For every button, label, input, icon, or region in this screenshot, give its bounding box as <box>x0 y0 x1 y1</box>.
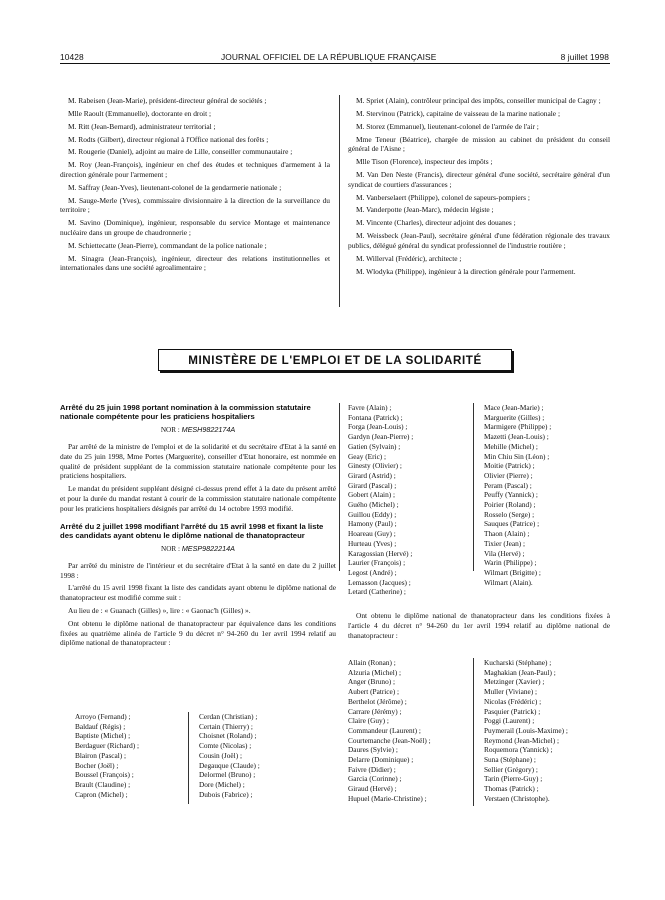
list-divider <box>473 658 474 806</box>
nomination-entry: M. Savino (Dominique), ingénieur, responsable du service Montage et maintenance nucléaire dans un groupe de chaudronnerie ; <box>60 218 330 237</box>
nomination-entry: M. Sauge-Merle (Yves), commissaire divisionnaire à la direction de la surveillance du territoire ; <box>60 195 330 215</box>
nomination-entry: M. Weissbeck (Jean-Paul), secrétaire général d'une fédération régionale des travaux publics, délégué général du syndicat professionnel de l'industrie routière ; <box>348 231 610 250</box>
list-item: Muller (Viviane) ; <box>484 687 538 697</box>
journal-title: JOURNAL OFFICIEL DE LA RÉPUBLIQUE FRANÇAISE <box>221 52 437 62</box>
list-item: Boussel (François) ; <box>75 770 134 780</box>
list-item: Alzuria (Michel) ; <box>348 667 402 677</box>
arrete2-paragraph: L'arrêté du 15 avril 1998 fixant la liste des candidats ayant obtenu le diplôme national de thanatopracteur est modifié comme suit : <box>60 583 336 603</box>
nomination-entry: Mlle Raoult (Emmanuelle), doctorante en droit ; <box>68 108 212 118</box>
page-date: 8 juillet 1998 <box>560 52 609 62</box>
list-item: Maghakian (Jean-Paul) ; <box>484 667 556 677</box>
list-item: Hamony (Paul) ; <box>348 519 397 529</box>
list-item: Mace (Jean-Marie) ; <box>484 403 544 412</box>
nomination-entry: Mlle Tison (Florence), inspecteur des impôts ; <box>356 157 493 167</box>
list-item: Geay (Eric) ; <box>348 451 387 461</box>
list-item: Roquemora (Yannick) ; <box>484 745 553 755</box>
list-item: Cousin (Joël) ; <box>199 750 242 760</box>
list-item: Berdaguer (Richard) ; <box>75 741 140 751</box>
arrete1-paragraph: Le mandat du président suppléant désigné ci-dessus prend effet à la date du présent arrêté et pour la durée du mandat restant à courir de la commission statutaire nationale compétente pour les praticiens hospitaliers désignés par arrêté du 14 octobre 1993 modifié. <box>60 484 336 513</box>
arrete2-paragraph: Par arrêté du ministre de l'intérieur et du secrétaire d'Etat à la santé en date du 2 juillet 1998 : <box>60 560 336 580</box>
column-divider <box>339 95 340 307</box>
arrete2-nor: NOR : MESP9822214A <box>161 544 235 553</box>
name-list <box>348 403 413 597</box>
list-item: Peram (Pascal) ; <box>484 480 532 490</box>
nomination-entry: M. Willerval (Frédéric), architecte ; <box>356 253 462 263</box>
list-item: Baldauf (Régis) ; <box>75 721 126 731</box>
conditions-paragraph: Ont obtenu le diplôme national de thanatopracteur dans les conditions fixées à l'article 4 du décret n° 94-260 du 1er avril 1994 relatif au diplôme national de thanatopracteur : <box>348 611 610 640</box>
list-item: Girard (Astrid) ; <box>348 470 396 480</box>
list-item: Faivre (Didier) ; <box>348 764 396 774</box>
list-item: Suna (Stéphane) ; <box>484 755 536 765</box>
list-item: Peuffy (Yannick) ; <box>484 490 538 500</box>
list-item: Delarre (Dominique) ; <box>348 755 414 765</box>
nominations-left-column <box>60 96 330 276</box>
list-item: Metzinger (Xavier) ; <box>484 677 545 687</box>
header-rule <box>60 63 610 64</box>
list-item: Thaon (Alain) ; <box>484 529 530 539</box>
arrete-column <box>60 403 336 651</box>
list-item: Guillou (Eddy) ; <box>348 509 397 519</box>
list-item: Wilmart (Brigitte) ; <box>484 567 541 577</box>
list-item: Marmigere (Philippe) ; <box>484 422 552 432</box>
nomination-entry: M. Rougerie (Daniel), adjoint au maire de Lille, conseiller communautaire ; <box>68 147 293 157</box>
list-item: Lemasson (Jacques) ; <box>348 577 411 587</box>
list-item: Courtemanche (Jean-Noël) ; <box>348 735 431 745</box>
list-item: Tarin (Pierre-Guy) ; <box>484 774 543 784</box>
list-item: Capron (Michel) ; <box>75 789 128 799</box>
nomination-entry: M. Wlodyka (Philippe), ingénieur à la direction générale pour l'armement. <box>356 266 576 276</box>
name-list <box>348 658 431 804</box>
list-item: Pasquier (Patrick) ; <box>484 706 541 716</box>
list-item: Anger (Bruno) ; <box>348 677 396 687</box>
arrete2-paragraph: Ont obtenu le diplôme national de thanatopracteur par équivalence dans les conditions fixées au quatrième alinéa de l'article 9 du décret n° 94-260 du 1er avril 1994 relatif au diplôme national de thanatopracteur : <box>60 618 336 648</box>
list-item: Certain (Thierry) ; <box>199 721 253 731</box>
arrete1-paragraph: Par arrêté de la ministre de l'emploi et de la solidarité et du secrétaire d'Etat à la santé en date du 25 juin 1998, Mme Portes (Marguerite), conseiller d'Etat honoraire, est nommée en qualité de président suppléant de la commission statutaire nationale compétente pour les praticiens hospitaliers. <box>60 442 336 481</box>
list-item: Puymerail (Louis-Maxime) ; <box>484 725 568 735</box>
list-item: Hurteau (Yves) ; <box>348 538 397 548</box>
list-item: Delormel (Bruno) ; <box>199 770 256 780</box>
arrete1-title: Arrêté du 25 juin 1998 portant nomination à la commission statutaire nationale compétente pour les praticiens hospitaliers <box>60 403 311 422</box>
list-item: Garcia (Corinne) ; <box>348 774 402 784</box>
nomination-entry: M. Storez (Emmanuel), lieutenant-colonel de l'armée de l'air ; <box>356 121 539 131</box>
nomination-entry: M. Sinagra (Jean-François), ingénieur, directeur des relations institutionnelles et internationales dans une société agroalimentaire ; <box>60 253 330 273</box>
list-item: Dubois (Fabrice) ; <box>199 789 253 799</box>
list-item: Forga (Jean-Louis) ; <box>348 422 408 432</box>
nomination-entry: M. Ritt (Jean-Bernard), administrateur territorial ; <box>68 121 216 131</box>
list-item: Nicolas (Frédéric) ; <box>484 696 542 706</box>
list-item: Comte (Nicolas) ; <box>199 741 252 751</box>
list-item: Carrare (Jérémy) ; <box>348 706 402 716</box>
list-item: Guého (Michel) ; <box>348 500 399 510</box>
list-item: Girard (Pascal) ; <box>348 480 397 490</box>
nomination-entry: M. Vincente (Charles), directeur adjoint des douanes ; <box>356 218 516 228</box>
list-item: Gardyn (Jean-Pierre) ; <box>348 432 414 442</box>
list-item: Sellier (Grégory) ; <box>484 764 538 774</box>
list-item: Rosselo (Serge) ; <box>484 509 535 519</box>
list-item: Blairon (Pascal) ; <box>75 750 127 760</box>
arrete2-paragraph: Au lieu de : « Guanach (Gilles) », lire : « Gaonac'h (Gilles) ». <box>68 605 251 615</box>
arrete2-title: Arrêté du 2 juillet 1998 modifiant l'arrêté du 15 avril 1998 et fixant la liste des candidats ayant obtenu le diplôme national de thanatopracteur <box>60 521 324 540</box>
nomination-entry: M. Spriet (Alain), contrôleur principal des impôts, conseiller municipal de Cagny ; <box>356 96 601 105</box>
list-item: Poggi (Laurent) ; <box>484 716 535 726</box>
list-item: Kucharski (Stéphane) ; <box>484 658 552 667</box>
list-item: Bocher (Joël) ; <box>75 760 119 770</box>
list-item: Gobert (Alain) ; <box>348 490 396 500</box>
list-item: Moitie (Patrick) ; <box>484 461 535 471</box>
nomination-entry: Mme Teneur (Béatrice), chargée de mission au cabinet du président du conseil général de l'Aisne ; <box>348 134 610 154</box>
list-item: Fontana (Patrick) ; <box>348 412 403 422</box>
list-item: Warin (Philippe) ; <box>484 558 537 568</box>
nomination-entry: M. Vanderpotte (Jean-Marc), médecin légiste ; <box>356 205 494 215</box>
list-item: Claire (Guy) ; <box>348 716 389 726</box>
list-item: Olivier (Pierre) ; <box>484 470 533 480</box>
ministry-banner: MINISTÈRE DE L'EMPLOI ET DE LA SOLIDARITÉ <box>158 349 512 371</box>
page-number: 10428 <box>60 52 84 62</box>
list-item: Wilmart (Alain). <box>484 577 533 587</box>
list-item: Aubert (Patrice) ; <box>348 687 400 697</box>
list-item: Legost (André) ; <box>348 567 397 577</box>
list-item: Giraud (Hervé) ; <box>348 784 397 794</box>
list-item: Karagossian (Hervé) ; <box>348 548 413 558</box>
list-item: Favre (Alain) ; <box>348 403 392 412</box>
list-item: Commandeur (Laurent) ; <box>348 725 421 735</box>
list-item: Min Chiu Sin (Léon) ; <box>484 451 550 461</box>
nomination-entry: M. Saffray (Jean-Yves), lieutenant-colonel de la gendarmerie nationale ; <box>68 182 282 192</box>
list-item: Ginesty (Olivier) ; <box>348 461 402 471</box>
list-item: Verstaen (Christophe). <box>484 793 550 803</box>
nomination-entry: M. Schiettecatte (Jean-Pierre), commandant de la police nationale ; <box>68 240 267 250</box>
list-item: Dore (Michel) ; <box>199 779 245 789</box>
name-list <box>75 712 139 799</box>
list-item: Mehille (Michel) ; <box>484 441 538 451</box>
list-item: Reymond (Jean-Michel) ; <box>484 735 559 745</box>
list-item: Hoareau (Guy) ; <box>348 529 396 539</box>
nomination-entry: M. Roy (Jean-François), ingénieur en chef des études et techniques d'armement à la direction générale pour l'armement ; <box>60 160 330 179</box>
name-list <box>199 712 260 799</box>
list-item: Tixier (Jean) ; <box>484 538 526 548</box>
list-item: Marguerite (Gilles) ; <box>484 412 545 422</box>
list-divider <box>188 712 189 804</box>
list-item: Letard (Catherine) ; <box>348 587 406 597</box>
nomination-entry: M. Stervinou (Patrick), capitaine de vaisseau de la marine nationale ; <box>356 108 560 118</box>
list-item: Poirier (Roland) ; <box>484 500 536 510</box>
nomination-entry: M. Vanberselaert (Philippe), colonel de sapeurs-pompiers ; <box>356 192 530 202</box>
list-divider <box>473 403 474 571</box>
column-divider <box>339 403 340 571</box>
list-item: Thomas (Patrick) ; <box>484 784 539 794</box>
list-item: Cerdan (Christian) ; <box>199 712 258 721</box>
nominations-right-column <box>348 96 610 279</box>
list-item: Arroyo (Fernand) ; <box>75 712 131 721</box>
nomination-entry: M. Van Den Neste (Francis), directeur général d'une société, secrétaire général d'un syndicat de courtiers d'assurances ; <box>348 169 610 189</box>
nomination-entry: M. Rodts (Gilbert), directeur régional à l'Office national des forêts ; <box>68 134 269 144</box>
list-item: Hupuel (Marie-Christine) ; <box>348 793 427 803</box>
list-item: Brault (Claudine) ; <box>75 779 131 789</box>
list-item: Choisnet (Roland) ; <box>199 731 257 741</box>
conditions-paragraph-block <box>348 611 610 643</box>
list-item: Baptiste (Michel) ; <box>75 731 131 741</box>
list-item: Gatien (Sylvain) ; <box>348 441 401 451</box>
list-item: Degauque (Claude) ; <box>199 760 260 770</box>
name-list <box>484 403 551 587</box>
list-item: Sauques (Patrice) ; <box>484 519 540 529</box>
list-item: Daures (Sylvie) ; <box>348 745 398 755</box>
list-item: Laurier (François) ; <box>348 558 406 568</box>
list-item: Berthelot (Jérôme) ; <box>348 696 407 706</box>
arrete1-nor: NOR : MESH9822174A <box>160 425 236 435</box>
name-list <box>484 658 568 804</box>
list-item: Allain (Ronan) ; <box>348 658 396 667</box>
list-item: Mazetti (Jean-Louis) ; <box>484 432 549 442</box>
list-item: Vila (Hervé) ; <box>484 548 525 558</box>
nomination-entry: M. Rabeisen (Jean-Marie), président-directeur général de sociétés ; <box>68 96 267 105</box>
